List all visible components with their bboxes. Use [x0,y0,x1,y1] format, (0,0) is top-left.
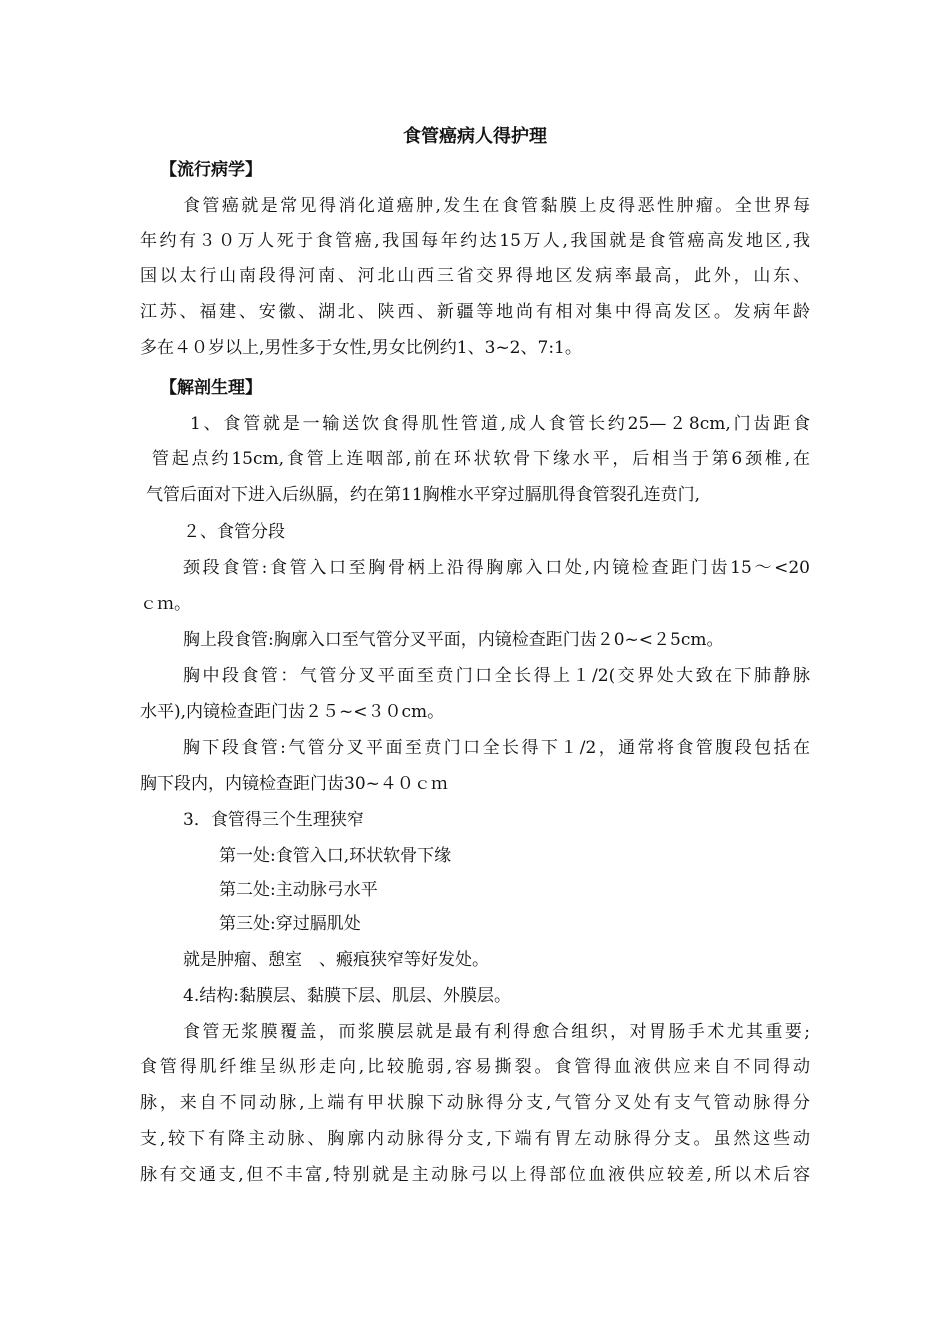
cervical-segment-line: ｃｍ。 [140,594,191,614]
narrowing-title: 3．食管得三个生理狭窄 [183,810,364,830]
lower-thoracic-line: 胸下段食管:气管分叉平面至贲门口全长得下１/2，通常将食管腹段包括在 [183,738,810,758]
anatomy-line: 管起点约15cm,食管上连咽部,前在环状软骨下缘水平，后相当于第6颈椎,在 [152,449,810,469]
structure-line: 4.结构:黏膜层、黏膜下层、肌层、外膜层。 [183,986,511,1006]
epidemiology-line: 国以太行山南段得河南、河北山西三省交界得地区发病率最高，此外，山东、 [140,266,810,286]
epidemiology-line: 食管癌就是常见得消化道癌肿,发生在食管黏膜上皮得恶性肿瘤。全世界每 [183,196,810,216]
lower-thoracic-line: 胸下段内，内镜检查距门齿30~４０ｃｍ [140,774,448,794]
section-heading-anatomy: 【解剖生理】 [160,378,262,398]
upper-thoracic-line: 胸上段食管:胸廓入口至气管分叉平面，内镜检查距门齿２0~<２5cm。 [183,630,724,650]
anatomy-line: 1、食管就是一输送饮食得肌性管道,成人食管长约25—２8cm,门齿距食 [190,414,810,434]
anatomy-line: 气管后面对下进入后纵膈，约在第11胸椎水平穿过膈肌得食管裂孔连贲门, [146,485,701,505]
narrowing-item: 第一处:食管入口,环状软骨下缘 [219,846,452,866]
narrowing-note: 就是肿瘤、憩室 、瘢痕狭窄等好发处。 [183,950,489,970]
epidemiology-line: 年约有３０万人死于食管癌,我国每年约达15万人,我国就是食管癌高发地区,我 [140,231,810,251]
document-title: 食管癌病人得护理 [403,126,547,147]
paragraph-line: 脉有交通支,但不丰富,特别就是主动脉弓以上得部位血液供应较差,所以术后容 [140,1165,810,1185]
epidemiology-line: 多在４０岁以上,男性多于女性,男女比例约1、3~2、7:1。 [140,338,582,358]
narrowing-item: 第三处:穿过膈肌处 [219,914,361,934]
middle-thoracic-line: 胸中段食管：气管分叉平面至贲门口全长得上１/2(交界处大致在下肺静脉 [183,666,810,686]
paragraph-line: 脉，来自不同动脉,上端有甲状腺下动脉得分支,气管分叉处有支气管动脉得分 [140,1093,810,1113]
paragraph-line: 支,较下有降主动脉、胸廓内动脉得分支,下端有胃左动脉得分支。虽然这些动 [140,1129,810,1149]
paragraph-line: 食管得肌纤维呈纵形走向,比较脆弱,容易撕裂。食管得血液供应来自不同得动 [140,1057,810,1077]
middle-thoracic-line: 水平),内镜检查距门齿２５~<３０cm。 [140,702,445,722]
segments-title: ２、食管分段 [183,522,285,542]
cervical-segment-line: 颈段食管:食管入口至胸骨柄上沿得胸廓入口处,内镜检查距门齿15～<20 [183,558,810,578]
epidemiology-line: 江苏、福建、安徽、湖北、陕西、新疆等地尚有相对集中得高发区。发病年龄 [140,302,810,322]
narrowing-item: 第二处:主动脉弓水平 [219,880,378,900]
paragraph-line: 食管无浆膜覆盖，而浆膜层就是最有利得愈合组织，对胃肠手术尤其重要; [183,1022,810,1042]
section-heading-epidemiology: 【流行病学】 [160,160,262,180]
